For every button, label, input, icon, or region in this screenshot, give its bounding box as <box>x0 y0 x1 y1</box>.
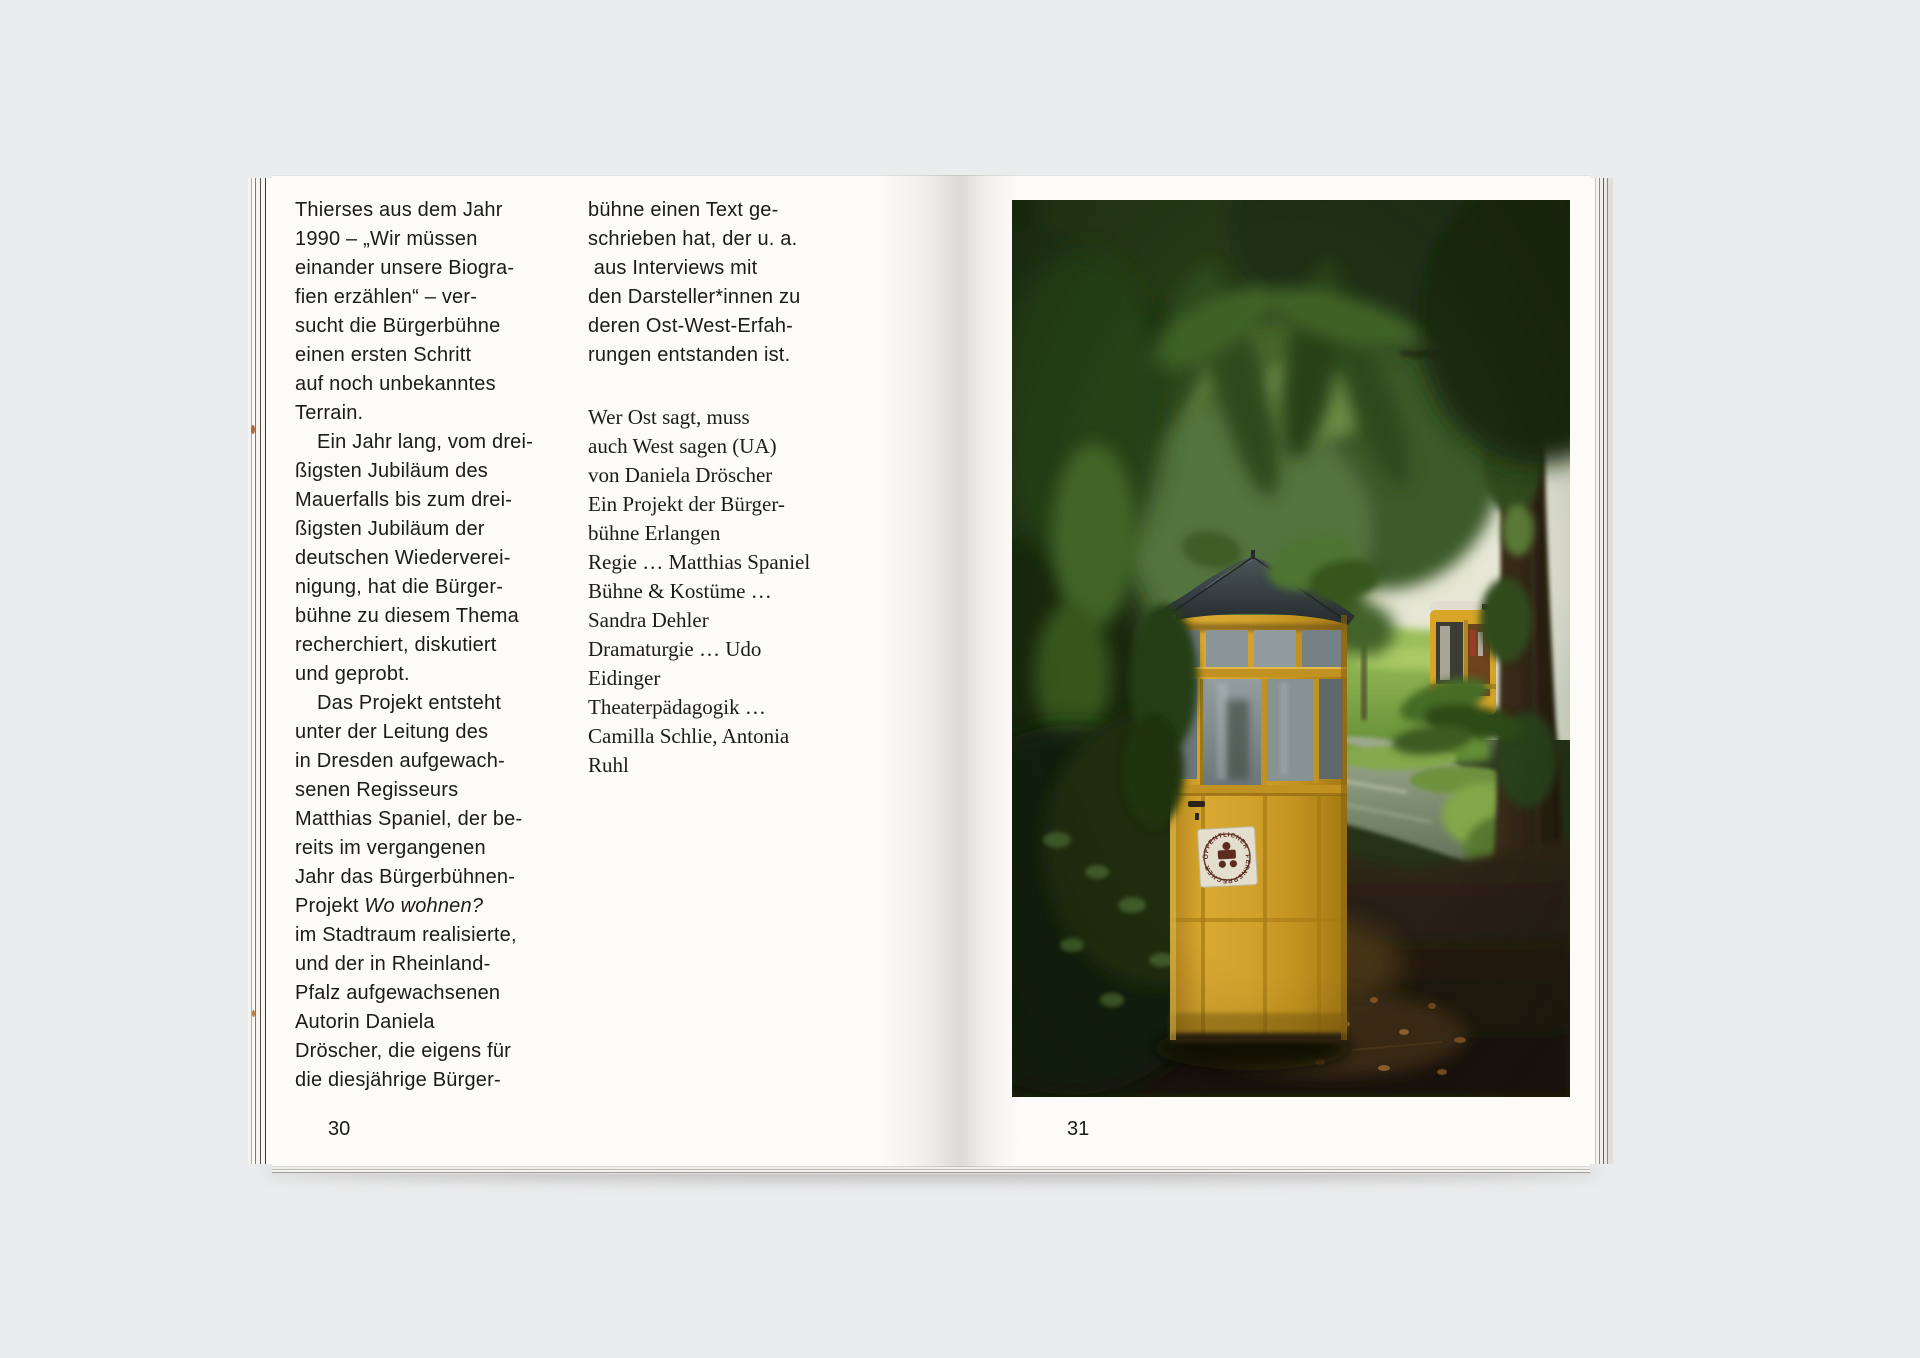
text-line: deutschen Wiederverei- <box>295 547 511 569</box>
text-line: bühne einen Text ge- <box>588 199 779 221</box>
text-line: aus Interviews mit <box>588 257 758 279</box>
text-line: und der in Rheinland- <box>295 953 491 975</box>
text-line: Eidinger <box>588 666 661 690</box>
phone-booth-photo-illustration <box>1012 200 1570 1097</box>
text-line: Theaterpädagogik … <box>588 695 766 719</box>
text-line: Bühne & Kostüme … <box>588 579 772 603</box>
text-line: Dröscher, die eigens für <box>295 1040 512 1062</box>
bottom-page-stack-edge <box>272 1167 1590 1174</box>
text-line: einen ersten Schritt <box>295 344 472 366</box>
left-page-column-1 <box>295 196 585 1095</box>
text-line: den Darsteller*innen zu <box>588 286 801 308</box>
text-line: Ruhl <box>588 753 629 777</box>
text-line: in Dresden aufgewach- <box>295 750 505 772</box>
text-line: Ein Jahr lang, vom drei- <box>317 431 534 453</box>
text-line: deren Ost-West-Erfah- <box>588 315 794 337</box>
text-line: senen Regisseurs <box>295 779 459 801</box>
page-edge-speck <box>252 1010 255 1017</box>
text-line: Terrain. <box>295 402 364 424</box>
text-line: auf noch unbekanntes <box>295 373 496 395</box>
text-line: reits im vergangenen <box>295 837 486 859</box>
text-line: Mauerfalls bis zum drei- <box>295 489 513 511</box>
text-line: Regie … Matthias Spaniel <box>588 550 811 574</box>
text-line: Pfalz aufgewachsenen <box>295 982 501 1004</box>
text-line: ßigsten Jubiläum des <box>295 460 488 482</box>
text-line: die diesjährige Bürger- <box>295 1069 501 1091</box>
page-number-31: 31 <box>1067 1118 1090 1140</box>
text-line: sucht die Bürgerbühne <box>295 315 501 337</box>
page-edge-speck <box>251 425 255 434</box>
text-line: recherchiert, diskutiert <box>295 634 497 656</box>
text-line: Ein Projekt der Bürger- <box>588 492 785 516</box>
text-line: auch West sagen (UA) <box>588 434 777 458</box>
text-line: Wer Ost sagt, muss <box>588 405 750 429</box>
text-line: im Stadtraum realisierte, <box>295 924 517 946</box>
text-line: bühne Erlangen <box>588 521 721 545</box>
text-line: Thierses aus dem Jahr <box>295 199 503 221</box>
text-line: Sandra Dehler <box>588 608 709 632</box>
text-line: und geprobt. <box>295 663 410 685</box>
text-line: bühne zu diesem Thema <box>295 605 519 627</box>
text-line: Autorin Daniela <box>295 1011 435 1033</box>
text-line: Das Projekt entsteht <box>317 692 502 714</box>
sepia-overlay <box>1012 200 1570 1097</box>
right-page-stack-edge <box>1590 178 1613 1164</box>
text-line: Projekt Wo wohnen? <box>295 895 484 917</box>
text-line: Matthias Spaniel, der be- <box>295 808 523 830</box>
text-line: ßigsten Jubiläum der <box>295 518 485 540</box>
text-line: 1990 – „Wir müssen <box>295 228 478 250</box>
left-page-column-2-sans <box>588 196 878 370</box>
page-number-30: 30 <box>328 1118 351 1140</box>
text-line: von Daniela Dröscher <box>588 463 773 487</box>
text-line: fien erzählen“ – ver- <box>295 286 478 308</box>
text-line: Dramaturgie … Udo <box>588 637 762 661</box>
text-line: nigung, hat die Bürger- <box>295 576 504 598</box>
left-page-column-2-credits <box>588 403 888 780</box>
text-line: schrieben hat, der u. a. <box>588 228 798 250</box>
text-line: Jahr das Bürgerbühnen- <box>295 866 516 888</box>
text-line: rungen entstanden ist. <box>588 344 791 366</box>
phone-booth-photo <box>1012 200 1570 1097</box>
text-line: Camilla Schlie, Antonia <box>588 724 790 748</box>
text-line: einander unsere Biogra- <box>295 257 515 279</box>
text-line: unter der Leitung des <box>295 721 489 743</box>
